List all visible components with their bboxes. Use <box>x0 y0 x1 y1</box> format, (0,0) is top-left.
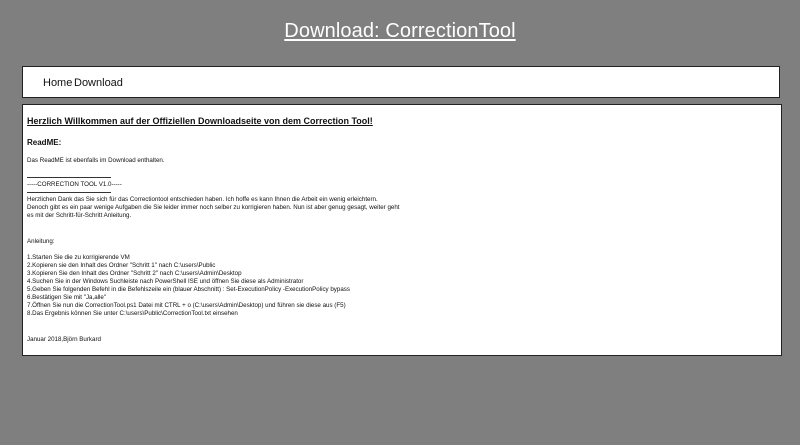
step-item: 2.Kopieren sie den Inhalt des Ordner "Schritt 1" nach C:\users\Public <box>27 262 216 269</box>
step-item: 8.Das Ergebnis können Sie unter C:\users\Public\CorrectionTool.txt einsehen <box>27 310 238 317</box>
thanks-line-3: es mit der Schritt-für-Schritt Anleitung. <box>27 212 132 219</box>
welcome-heading: Herzlich Willkommen auf der Offiziellen Downloadseite von dem Correction Tool! <box>27 116 373 126</box>
divider-top <box>27 177 111 178</box>
version-banner: -----CORRECTION TOOL V1.0----- <box>27 181 122 188</box>
navigation-bar <box>22 66 780 98</box>
readme-note: Das ReadME ist ebenfalls im Download enthalten. <box>27 157 165 164</box>
signature: Januar 2018,Björn Burkard <box>27 336 101 343</box>
step-item: 3.Kopieren Sie den Inhalt des Ordner "Schritt 2" nach C:\users\Admin\Desktop <box>27 270 242 277</box>
nav-link-download[interactable]: Download <box>74 77 123 89</box>
thanks-line-2: Denoch gibt es ein paar wenige Aufgaben die Sie leider immer noch selber zu korrigieren haben. Nun ist aber genug gesagt, weiter geht <box>27 204 400 211</box>
step-item: 5.Geben Sie folgenden Befehl in die Befehlszeile ein (blauer Abschnitt) : Set-ExecutionPolicy -ExecutionPolicy bypass <box>27 286 350 293</box>
nav-link-home[interactable]: Home <box>43 77 73 89</box>
readme-heading: ReadME: <box>27 138 62 147</box>
step-item: 4.Suchen Sie in der Windows Suchleiste nach PowerShell ISE und öffnen Sie diese als Administrator <box>27 278 304 285</box>
step-item: 6.Bestätigen Sie mit "Ja,alle" <box>27 294 107 301</box>
page-title: Download: CorrectionTool <box>284 20 516 42</box>
content-panel <box>22 104 782 356</box>
anleitung-heading: Anleitung: <box>27 238 55 245</box>
step-item: 1.Starten Sie die zu korrigierende VM <box>27 254 130 261</box>
thanks-line-1: Herzlichen Dank das Sie sich für das Correctiontool entschieden haben. Ich hoffe es kann Ihnen die Arbeit ein wenig erleichtern. <box>27 196 378 203</box>
divider-bottom <box>27 192 111 193</box>
step-item: 7.Öffnen Sie nun die CorrectionTool.ps1 Datei mit CTRL + o (C:\users\Admin\Desktop) und führen sie diese aus (F5) <box>27 302 346 309</box>
